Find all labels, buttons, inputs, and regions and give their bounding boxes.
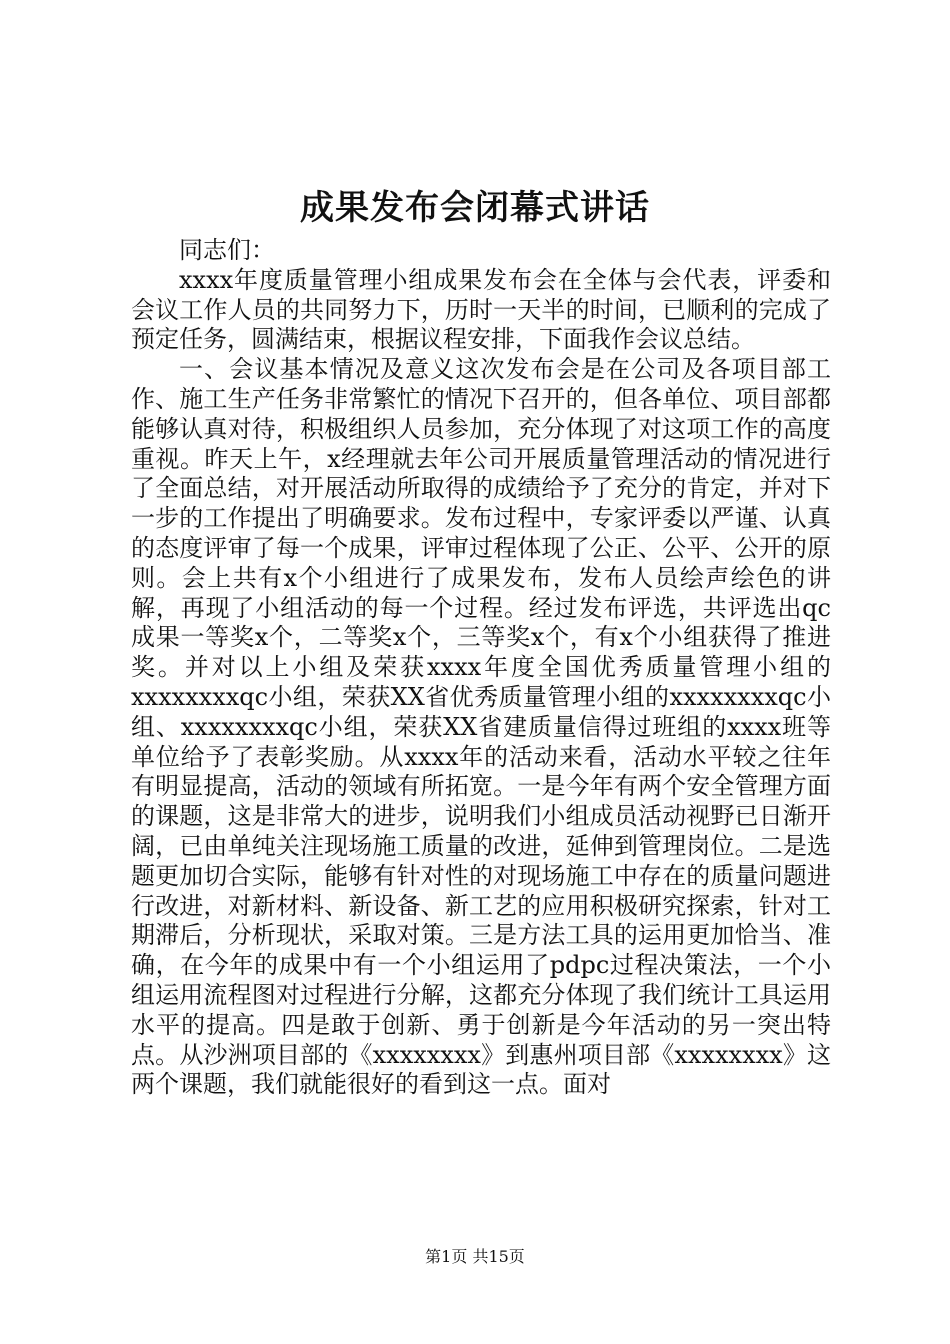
document-body: [131, 236, 831, 1100]
paragraph-intro: xxxx年度质量管理小组成果发布会在全体与会代表，评委和会议工作人员的共同努力下，历时一天半的时间，已顺利的完成了预定任务，圆满结束，根据议程安排，下面我作会议总结。: [131, 265, 831, 354]
paragraph-salutation: 同志们：: [179, 236, 275, 264]
document-title: 成果发布会闭幕式讲话: [300, 188, 650, 228]
paragraph-section-one: 一、会议基本情况及意义这次发布会是在公司及各项目部工作、施工生产任务非常繁忙的情况下召开的，但各单位、项目部都能够认真对待，积极组织人员参加，充分体现了对这项工作的高度重视。昨天上午，x经理就去年公司开展质量管理活动的情况进行了全面总结，对开展活动所取得的成绩给予了充分的肯定，并对下一步的工作提出了明确要求。发布过程中，专家评委以严谨、认真的态度评审了每一个成果，评审过程体现了公正、公平、公开的原则。会上共有x个小组进行了成果发布，发布人员绘声绘色的讲解，再现了小组活动的每一个过程。经过发布评选，共评选出qc成果一等奖x个，二等奖x个，三等奖x个，有x个小组获得了推进奖。并对以上小组及荣获xxxx年度全国优秀质量管理小组的xxxxxxxxqc小组，荣获XX省优秀质量管理小组的xxxxxxxxqc小组、xxxxxxxxqc小组，荣获XX省建质量信得过班组的xxxx班等单位给予了表彰奖励。从xxxx年的活动来看，活动水平较之往年有明显提高，活动的领域有所拓宽。一是今年有两个安全管理方面的课题，这是非常大的进步，说明我们小组成员活动视野已日渐开阔，已由单纯关注现场施工质量的改进，延伸到管理岗位。二是选题更加切合实际，能够有针对性的对现场施工中存在的质量问题进行改进，对新材料、新设备、新工艺的应用积极研究探索，针对工期滞后，分析现状，采取对策。三是方法工具的运用更加恰当、准确，在今年的成果中有一个小组运用了pdpc过程决策法，一个小组运用流程图对过程进行分解，这都充分体现了我们统计工具运用水平的提高。四是敢于创新、勇于创新是今年活动的另一突出特点。从沙洲项目部的《xxxxxxxx》到惠州项目部《xxxxxxxx》这两个课题，我们就能很好的看到这一点。面对: [131, 355, 831, 1099]
page-footer: 第1页 共15页: [425, 1247, 525, 1266]
